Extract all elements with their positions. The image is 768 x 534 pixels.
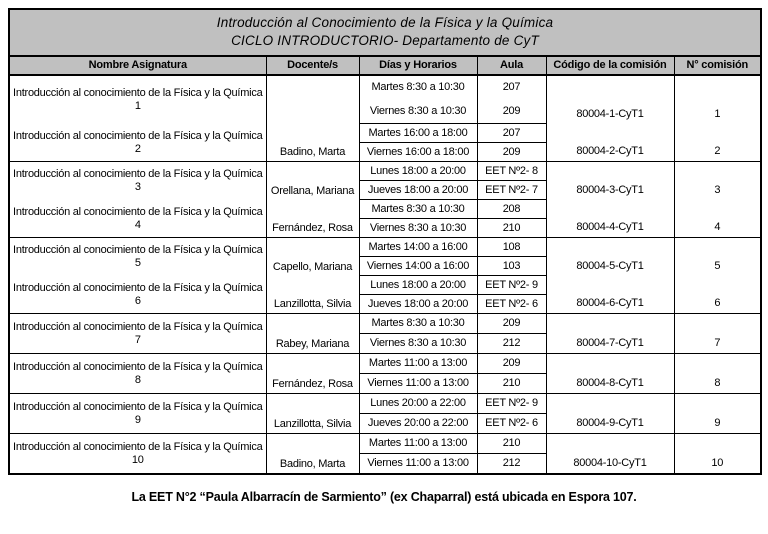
schedule-cell: Viernes 11:00 a 13:00: [359, 374, 477, 394]
schedule-cell: Viernes 8:30 a 10:30: [359, 219, 477, 238]
table-row: [9, 238, 761, 257]
commission-code-cell: 80004-2-CyT1: [546, 124, 674, 162]
col-header-dias: Días y Horarios: [359, 56, 477, 75]
col-header-docente: Docente/s: [266, 56, 359, 75]
commission-number-cell: 6: [674, 276, 761, 314]
table-row: [9, 394, 761, 414]
commission-number-cell: 7: [674, 314, 761, 354]
course-schedule-table: [8, 8, 762, 475]
course-name-cell: Introducción al conocimiento de la Física y la Química 2: [9, 124, 266, 162]
teacher-cell: Orellana, Mariana: [266, 162, 359, 200]
title-row: [9, 9, 761, 56]
room-cell: EET Nº2- 6: [477, 414, 546, 434]
schedule-cell: Jueves 18:00 a 20:00: [359, 181, 477, 200]
commission-number-cell: 4: [674, 200, 761, 238]
teacher-cell: Capello, Mariana: [266, 238, 359, 276]
schedule-cell: Jueves 20:00 a 22:00: [359, 414, 477, 434]
course-name-cell: Introducción al conocimiento de la Física y la Química 3: [9, 162, 266, 200]
commission-code-cell: 80004-4-CyT1: [546, 200, 674, 238]
teacher-cell: Badino, Marta: [266, 434, 359, 474]
schedule-cell: Martes 11:00 a 13:00: [359, 354, 477, 374]
table-row: [9, 434, 761, 454]
table-row: [9, 314, 761, 334]
commission-code-cell: 80004-8-CyT1: [546, 354, 674, 394]
commission-code-cell: 80004-7-CyT1: [546, 314, 674, 354]
course-name-cell: Introducción al conocimiento de la Física y la Química 9: [9, 394, 266, 434]
schedule-cell: Martes 8:30 a 10:30: [359, 75, 477, 100]
commission-number-cell: 9: [674, 394, 761, 434]
schedule-cell: Viernes 8:30 a 10:30: [359, 100, 477, 124]
course-name-cell: Introducción al conocimiento de la Física y la Química 5: [9, 238, 266, 276]
teacher-cell: Fernández, Rosa: [266, 200, 359, 238]
schedule-cell: Jueves 18:00 a 20:00: [359, 295, 477, 314]
table-row: [9, 200, 761, 219]
column-header-row: [9, 56, 761, 75]
schedule-cell: Viernes 11:00 a 13:00: [359, 454, 477, 474]
commission-number-cell: 1: [674, 75, 761, 124]
room-cell: 212: [477, 454, 546, 474]
room-cell: 209: [477, 354, 546, 374]
title-line-2: CICLO INTRODUCTORIO- Departamento de CyT: [231, 32, 539, 48]
location-note: La EET N°2 “Paula Albarracín de Sarmiento” (ex Chaparral) está ubicada en Espora 107.: [131, 490, 637, 504]
room-cell: EET Nº2- 7: [477, 181, 546, 200]
title-line-1: Introducción al Conocimiento de la Física y la Química: [216, 15, 554, 30]
room-cell: EET Nº2- 6: [477, 295, 546, 314]
teacher-cell: Badino, Marta: [266, 124, 359, 162]
commission-code-cell: 80004-10-CyT1: [546, 434, 674, 474]
commission-number-cell: 5: [674, 238, 761, 276]
commission-code-cell: 80004-9-CyT1: [546, 394, 674, 434]
schedule-cell: Martes 16:00 a 18:00: [359, 124, 477, 143]
room-cell: EET Nº2- 8: [477, 162, 546, 181]
room-cell: 207: [477, 75, 546, 100]
room-cell: 209: [477, 314, 546, 334]
table-row: [9, 124, 761, 143]
schedule-cell: Viernes 14:00 a 16:00: [359, 257, 477, 276]
document-title: [9, 9, 761, 56]
schedule-cell: Lunes 18:00 a 20:00: [359, 276, 477, 295]
room-cell: 208: [477, 200, 546, 219]
table-row: [9, 162, 761, 181]
room-cell: 103: [477, 257, 546, 276]
commission-number-cell: 2: [674, 124, 761, 162]
commission-number-cell: 8: [674, 354, 761, 394]
schedule-cell: Martes 8:30 a 10:30: [359, 314, 477, 334]
teacher-cell: Lanzillotta, Silvia: [266, 394, 359, 434]
commission-code-cell: 80004-3-CyT1: [546, 162, 674, 200]
teacher-cell: [266, 75, 359, 124]
teacher-cell: Rabey, Mariana: [266, 314, 359, 354]
room-cell: 108: [477, 238, 546, 257]
room-cell: 210: [477, 219, 546, 238]
schedule-cell: Viernes 8:30 a 10:30: [359, 334, 477, 354]
teacher-cell: Lanzillotta, Silvia: [266, 276, 359, 314]
table-row: [9, 75, 761, 100]
course-name-cell: Introducción al conocimiento de la Física y la Química 6: [9, 276, 266, 314]
commission-number-cell: 3: [674, 162, 761, 200]
room-cell: 210: [477, 434, 546, 454]
teacher-cell: Fernández, Rosa: [266, 354, 359, 394]
table-row: [9, 276, 761, 295]
room-cell: 210: [477, 374, 546, 394]
schedule-cell: Lunes 20:00 a 22:00: [359, 394, 477, 414]
table-row: [9, 354, 761, 374]
room-cell: EET Nº2- 9: [477, 394, 546, 414]
room-cell: EET Nº2- 9: [477, 276, 546, 295]
schedule-cell: Martes 8:30 a 10:30: [359, 200, 477, 219]
course-name-cell: Introducción al conocimiento de la Física y la Química 10: [9, 434, 266, 474]
schedule-cell: Martes 11:00 a 13:00: [359, 434, 477, 454]
course-name-cell: Introducción al conocimiento de la Física y la Química 8: [9, 354, 266, 394]
course-name-cell: Introducción al conocimiento de la Física y la Química 4: [9, 200, 266, 238]
col-header-codigo: Código de la comisión: [546, 56, 674, 75]
col-header-numero: N° comisión: [674, 56, 761, 75]
room-cell: 209: [477, 143, 546, 162]
course-name-cell: Introducción al conocimiento de la Física y la Química 1: [9, 75, 266, 124]
room-cell: 207: [477, 124, 546, 143]
col-header-nombre: Nombre Asignatura: [9, 56, 266, 75]
schedule-document: [8, 8, 762, 475]
col-header-aula: Aula: [477, 56, 546, 75]
room-cell: 212: [477, 334, 546, 354]
room-cell: 209: [477, 100, 546, 124]
commission-code-cell: 80004-1-CyT1: [546, 75, 674, 124]
commission-code-cell: 80004-6-CyT1: [546, 276, 674, 314]
schedule-cell: Viernes 16:00 a 18:00: [359, 143, 477, 162]
course-name-cell: Introducción al conocimiento de la Física y la Química 7: [9, 314, 266, 354]
schedule-cell: Martes 14:00 a 16:00: [359, 238, 477, 257]
commission-code-cell: 80004-5-CyT1: [546, 238, 674, 276]
schedule-cell: Lunes 18:00 a 20:00: [359, 162, 477, 181]
commission-number-cell: 10: [674, 434, 761, 474]
